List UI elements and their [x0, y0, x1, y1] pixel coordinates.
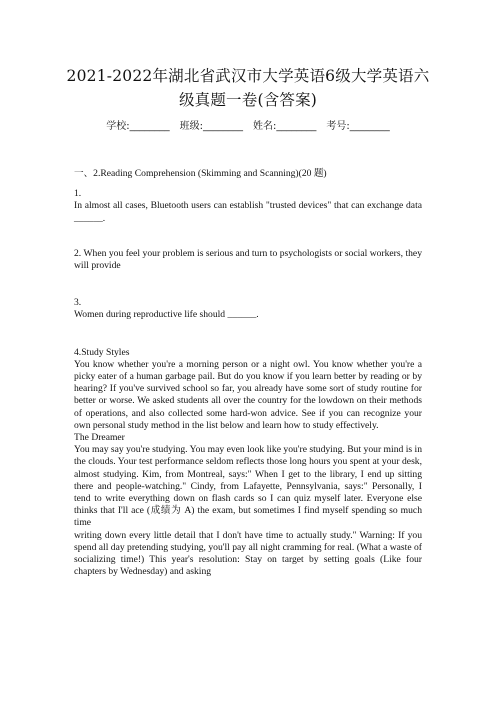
question-text: In almost all cases, Bluetooth users can establish "trusted devices" that can exchange data ______.	[74, 200, 422, 224]
passage-title: 4.Study Styles	[74, 346, 130, 358]
page-title: 2021-2022年湖北省武汉市大学英语6级大学英语六级真题一卷(含答案)	[66, 67, 430, 109]
student-info-line	[80, 117, 416, 132]
passage-subheading: The Dreamer	[74, 432, 125, 444]
passage-paragraph: writing down every little detail that I don't have time to actually study." Warning: If you spend all day pretending studying, you'll pay all night cramming for real. (What a waste of socializing time!) This year's resolution: Stay on target by setting goals (Like four chapters by Wednesday) and asking	[74, 529, 422, 578]
question-text: Women during reproductive life should ______.	[74, 309, 259, 321]
question-text: 2. When you feel your problem is serious and turn to psychologists or social workers, they will provide	[74, 247, 422, 272]
section-heading: 一、2.Reading Comprehension (Skimming and Scanning)(20 题)	[74, 168, 327, 179]
question-number: 1.	[74, 188, 82, 200]
class-field: 班级:________	[179, 121, 243, 132]
school-field: 学校:________	[106, 121, 170, 132]
question-number: 3.	[74, 297, 82, 309]
passage-paragraph: You may say you're studying. You may even look like you're studying. But your mind is in the clouds. Your test performance seldom reflects those long hours you spent at your desk, almost studying. Kim, from Montreal, says:" When I get to the library, I end up sitting there and people-watching." Cindy, from Lafayette, Pennsylvania, says:" Personally, I tend to write everything down on flash cards so I can quiz myself later. Everyone else thinks that I'll ace (成绩为 A) the exam, but sometimes I find myself spending so much time	[74, 444, 422, 529]
passage-intro: You know whether you're a morning person or a night owl. You know whether you're a picky eater of a human garbage pail. But do you know if you learn better by reading or by hearing? If you've survived school so far, you already have some sort of study routine for better or worse. We asked students all over the country for the lowdown on their methods of operations, and also collected some hard-won advice. See if you can recognize your own personal study method in the list below and learn how to study effectively.	[74, 358, 422, 431]
document-body	[74, 168, 422, 578]
name-field: 姓名:________	[253, 121, 317, 132]
exam-number-field: 考号:________	[326, 121, 390, 132]
